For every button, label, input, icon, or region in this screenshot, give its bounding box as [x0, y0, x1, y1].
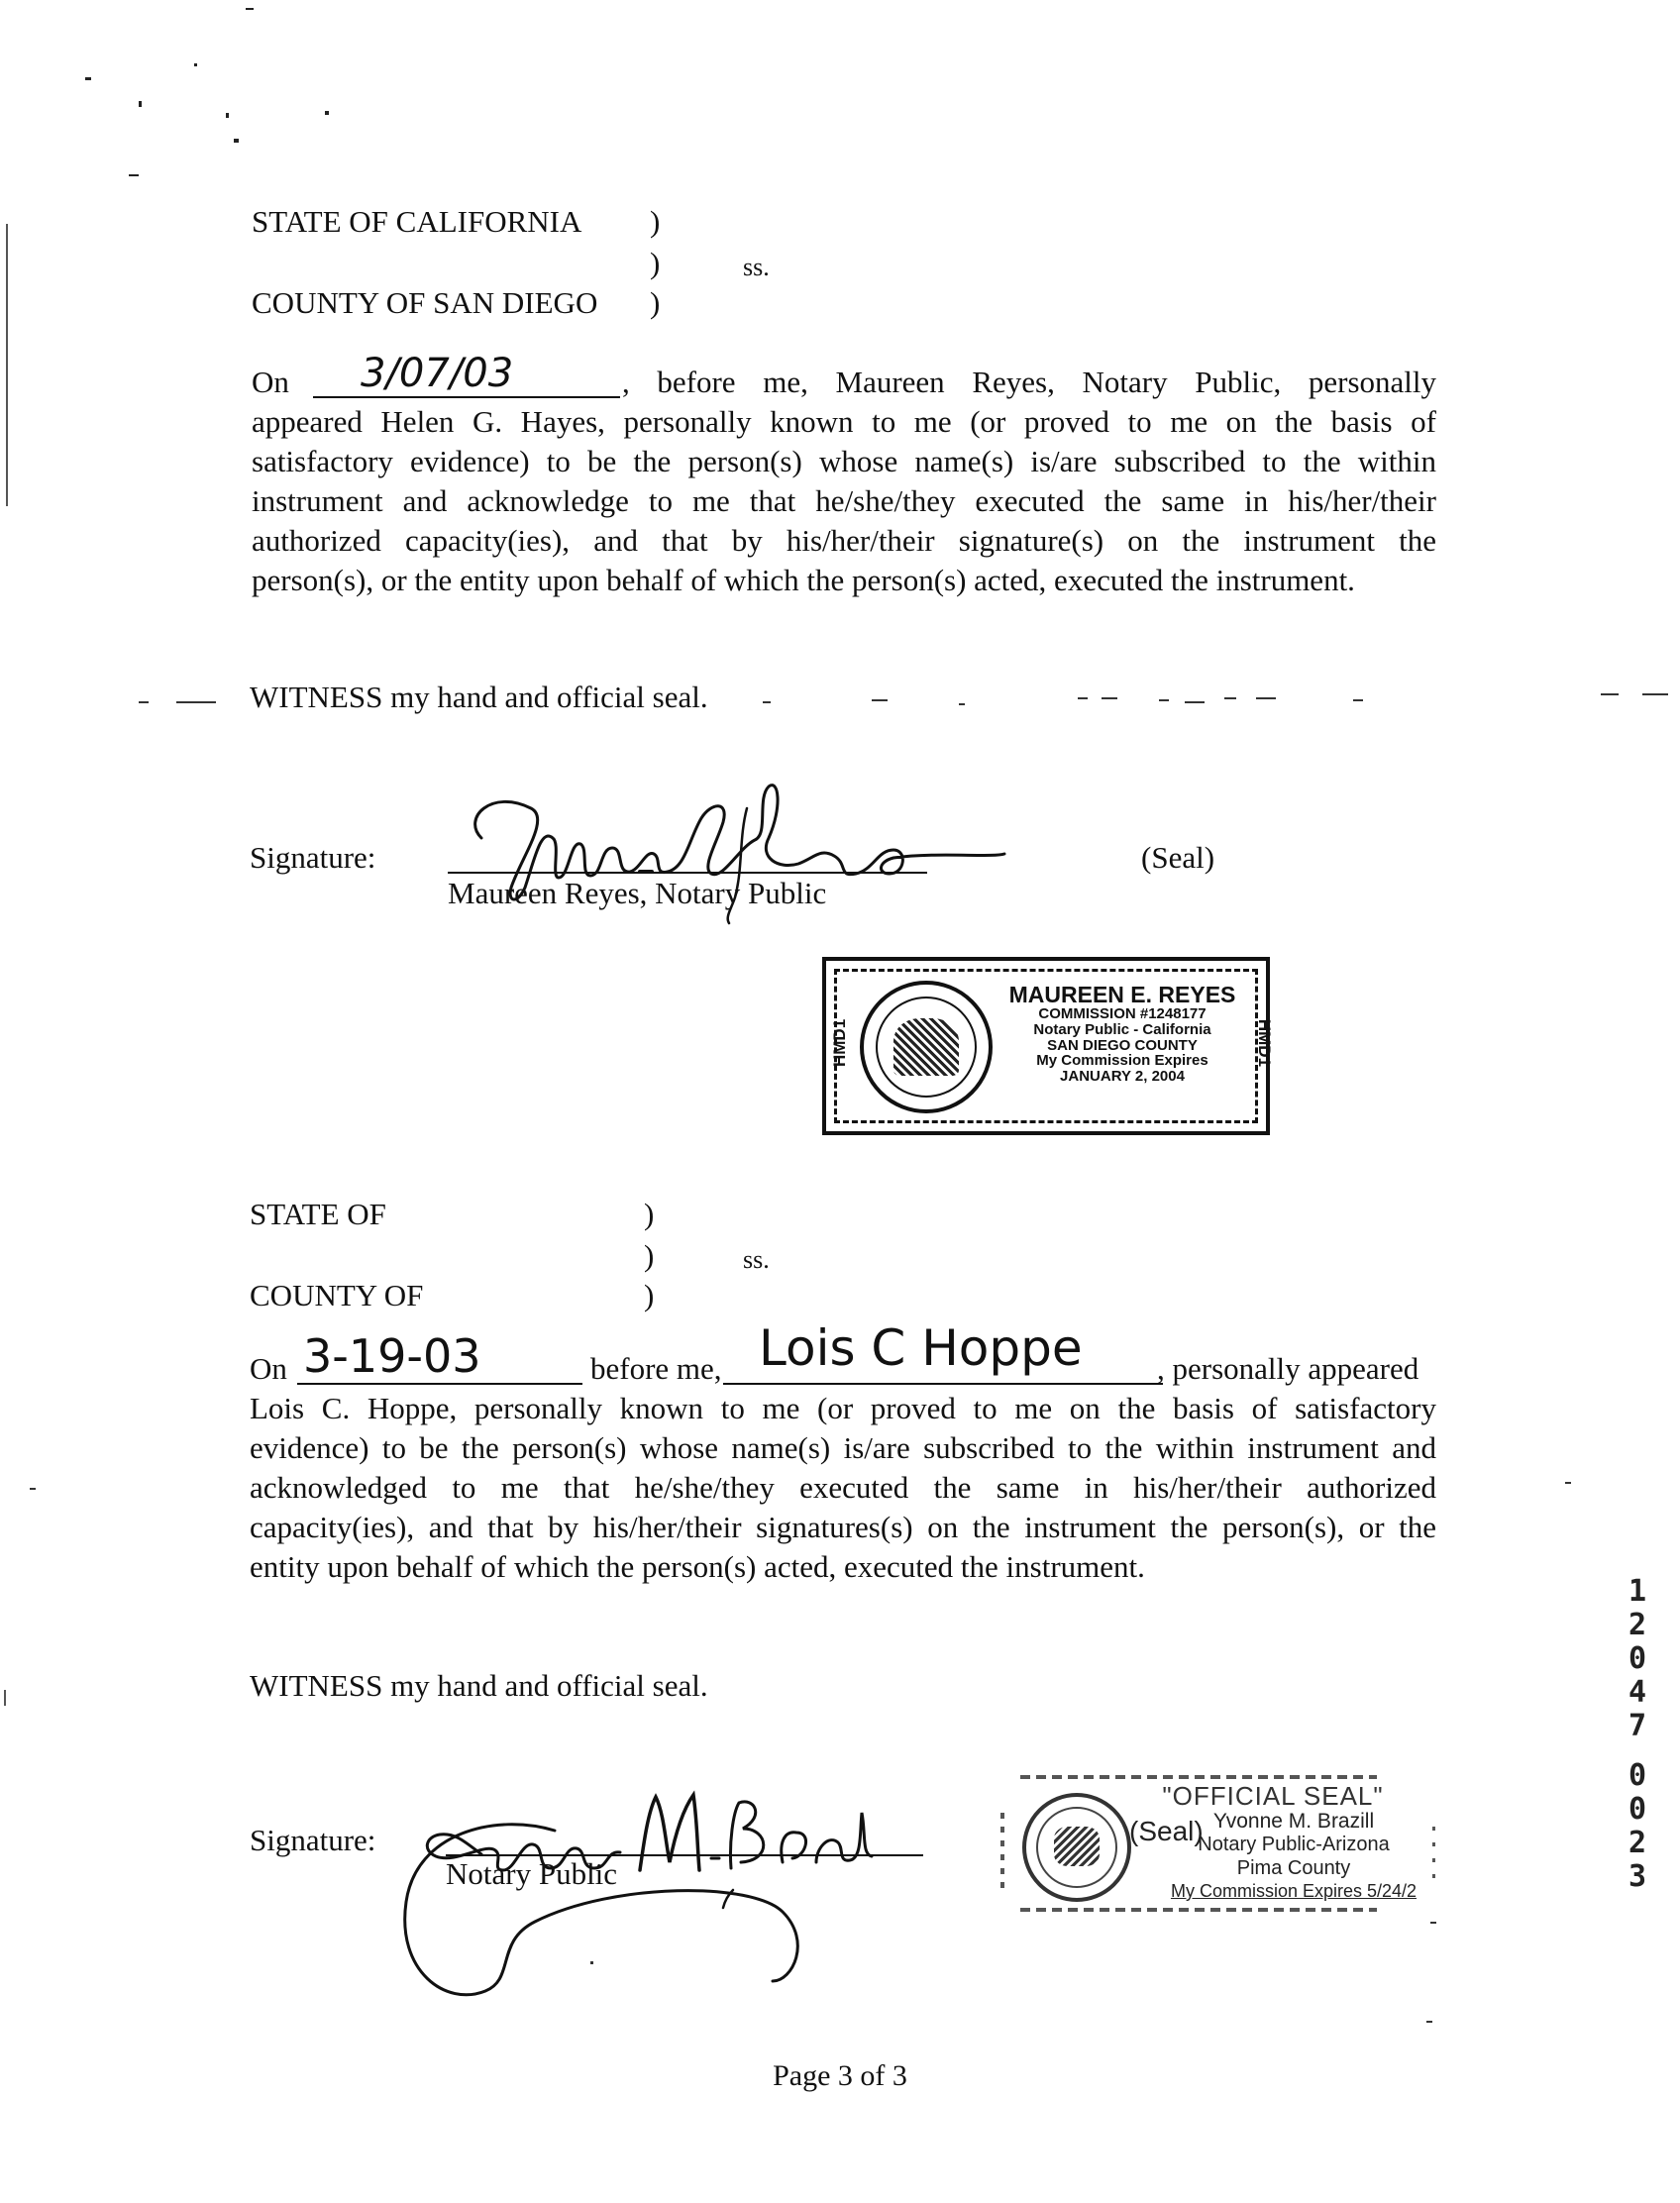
acknowledgment-line: acknowledged to me that he/she/they executed the same in his/her/their authorized	[250, 1470, 1436, 1505]
side-digit: 7	[1628, 1709, 1647, 1743]
acknowledgment-line: Lois C. Hoppe, personally known to me (or proved to me on the basis of satisfactory	[250, 1391, 1436, 1425]
venue-paren: )	[650, 246, 661, 280]
notary-stamp-arizona	[1000, 1769, 1440, 1918]
acknowledgment-line: satisfactory evidence) to be the person(s) whose name(s) is/are subscribed to the within	[252, 444, 1436, 478]
side-digit: 0	[1628, 1758, 1647, 1793]
scan-dash	[1256, 697, 1276, 699]
side-digit: 2	[1628, 1608, 1647, 1642]
scan-speck	[234, 139, 239, 143]
scan-dash	[1078, 697, 1088, 699]
stamp-name: MAUREEN E. REYES	[1008, 982, 1236, 1007]
witness-line: WITNESS my hand and official seal.	[250, 1668, 708, 1703]
side-digit: 0	[1628, 1792, 1647, 1827]
scan-dash	[1185, 701, 1205, 703]
state-line: STATE OF CALIFORNIA	[252, 204, 582, 239]
scan-speck	[194, 63, 197, 66]
seal-label: (Seal)	[1141, 840, 1215, 875]
venue-paren: )	[650, 285, 661, 320]
stamp-side-code: HMD1	[830, 1018, 850, 1068]
scan-dash	[1565, 1482, 1571, 1484]
scan-dash	[1426, 2021, 1432, 2023]
scan-dash	[30, 1488, 36, 1490]
handwritten-date: 3/07/03	[361, 351, 514, 396]
personally-appeared: , personally appeared	[1157, 1351, 1419, 1386]
stamp-county: SAN DIEGO COUNTY	[1047, 1036, 1198, 1054]
stamp-top-border	[1020, 1775, 1377, 1779]
scan-margin-line	[4, 1690, 6, 1706]
side-digit: 2	[1628, 1826, 1647, 1860]
stamp-title: Notary Public - California	[1033, 1020, 1211, 1038]
arizona-seal-icon	[1022, 1793, 1131, 1902]
county-line: COUNTY OF SAN DIEGO	[252, 285, 598, 320]
scan-dash	[139, 701, 149, 703]
notary-name-line	[723, 1383, 1163, 1385]
scan-speck	[129, 174, 139, 176]
acknowledgment-text	[252, 363, 1436, 600]
page-number: Page 3 of 3	[773, 2059, 907, 2092]
handwritten-date: 3-19-03	[303, 1329, 481, 1383]
before-me: before me,	[590, 1351, 722, 1386]
acknowledgment-line: person(s), or the entity upon behalf of which the person(s) acted, executed the instrument.	[252, 563, 1355, 597]
stamp-heading: "OFFICIAL SEAL"	[1162, 1781, 1384, 1811]
stamp-seal-prefix: (Seal)	[1129, 1816, 1204, 1846]
scan-dash	[959, 703, 965, 705]
ss-label: ss.	[743, 253, 770, 281]
signature-name: Notary Public	[446, 1856, 618, 1891]
county-line: COUNTY OF	[250, 1278, 424, 1312]
handwritten-notary-name: Lois C Hoppe	[759, 1319, 1083, 1377]
scan-speck	[85, 77, 91, 80]
side-digit: 4	[1628, 1675, 1647, 1710]
signature-name: Maureen Reyes, Notary Public	[448, 876, 827, 910]
side-digit: 1	[1628, 1574, 1647, 1609]
acknowledgment-line: instrument and acknowledge to me that he/she/they executed the same in his/her/their	[252, 483, 1436, 518]
scan-dash	[763, 701, 771, 703]
venue-paren: )	[644, 1238, 655, 1273]
venue-paren: )	[644, 1278, 655, 1312]
stamp-bottom-border	[1020, 1908, 1377, 1912]
scan-dash	[1353, 699, 1363, 701]
stamp-expires: My Commission Expires 5/24/2	[1170, 1881, 1418, 1901]
scan-margin-line	[6, 224, 8, 506]
acknowledgment-line: evidence) to be the person(s) whose name(s) is/are subscribed to the within instrument and	[250, 1430, 1436, 1465]
scan-speck	[139, 101, 142, 107]
stamp-commission: COMMISSION #1248177	[1038, 1005, 1207, 1023]
stamp-text-block	[1000, 983, 1244, 1085]
acknowledgment-line: authorized capacity(ies), and that by his/her/their signature(s) on the instrument the	[252, 523, 1436, 558]
stamp-name: Yvonne M. Brazill	[1212, 1810, 1375, 1833]
acknowledgment-line: entity upon behalf of which the person(s) acted, executed the instrument.	[250, 1549, 1145, 1584]
scan-dash	[1224, 697, 1236, 699]
scan-dash	[1430, 1922, 1436, 1924]
scan-dash	[1102, 697, 1117, 699]
state-seal-icon	[860, 981, 993, 1113]
stamp-title: Notary Public-Arizona	[1198, 1834, 1390, 1855]
scan-dash	[176, 701, 216, 703]
scan-speck	[226, 113, 229, 118]
stamp-side-code: HMD1	[1254, 1018, 1274, 1067]
scan-speck	[590, 1961, 593, 1964]
stamp-left-marks	[1000, 1809, 1004, 1888]
side-digit: 3	[1628, 1859, 1647, 1894]
signature-label: Signature:	[250, 1823, 376, 1857]
side-digit: 0	[1628, 1641, 1647, 1676]
stamp-right-marks	[1432, 1819, 1435, 1878]
stamp-expires-date: JANUARY 2, 2004	[1060, 1068, 1185, 1086]
scan-dash	[1601, 693, 1619, 695]
side-document-number	[1623, 1575, 1652, 1894]
scan-speck	[325, 111, 329, 115]
acknowledgment-line: , before me, Maureen Reyes, Notary Public, personally	[622, 365, 1436, 399]
scan-dash	[872, 699, 888, 701]
acknowledgment-text	[250, 1389, 1436, 1587]
scan-dash	[1642, 693, 1668, 695]
stamp-expires-label: My Commission Expires	[1036, 1052, 1208, 1070]
acknowledgment-line: capacity(ies), and that by his/her/their signatures(s) on the instrument the person(s), or the	[250, 1510, 1436, 1544]
signature-label: Signature:	[250, 840, 376, 875]
on-word: On	[250, 1351, 287, 1386]
seal-figure	[1054, 1827, 1100, 1866]
on-word: On	[252, 365, 289, 399]
ss-label: ss.	[743, 1245, 770, 1274]
scan-speck	[246, 8, 254, 10]
state-line: STATE OF	[250, 1197, 386, 1231]
scan-dash	[1159, 699, 1169, 701]
notary-stamp-california	[822, 957, 1274, 1135]
seal-figure	[893, 1018, 959, 1076]
venue-paren: )	[650, 204, 661, 239]
witness-line: WITNESS my hand and official seal.	[250, 680, 708, 714]
date-line	[297, 1383, 582, 1385]
acknowledgment-line: appeared Helen G. Hayes, personally known to me (or proved to me on the basis of	[252, 404, 1436, 439]
stamp-county: Pima County	[1236, 1857, 1351, 1879]
venue-paren: )	[644, 1197, 655, 1231]
